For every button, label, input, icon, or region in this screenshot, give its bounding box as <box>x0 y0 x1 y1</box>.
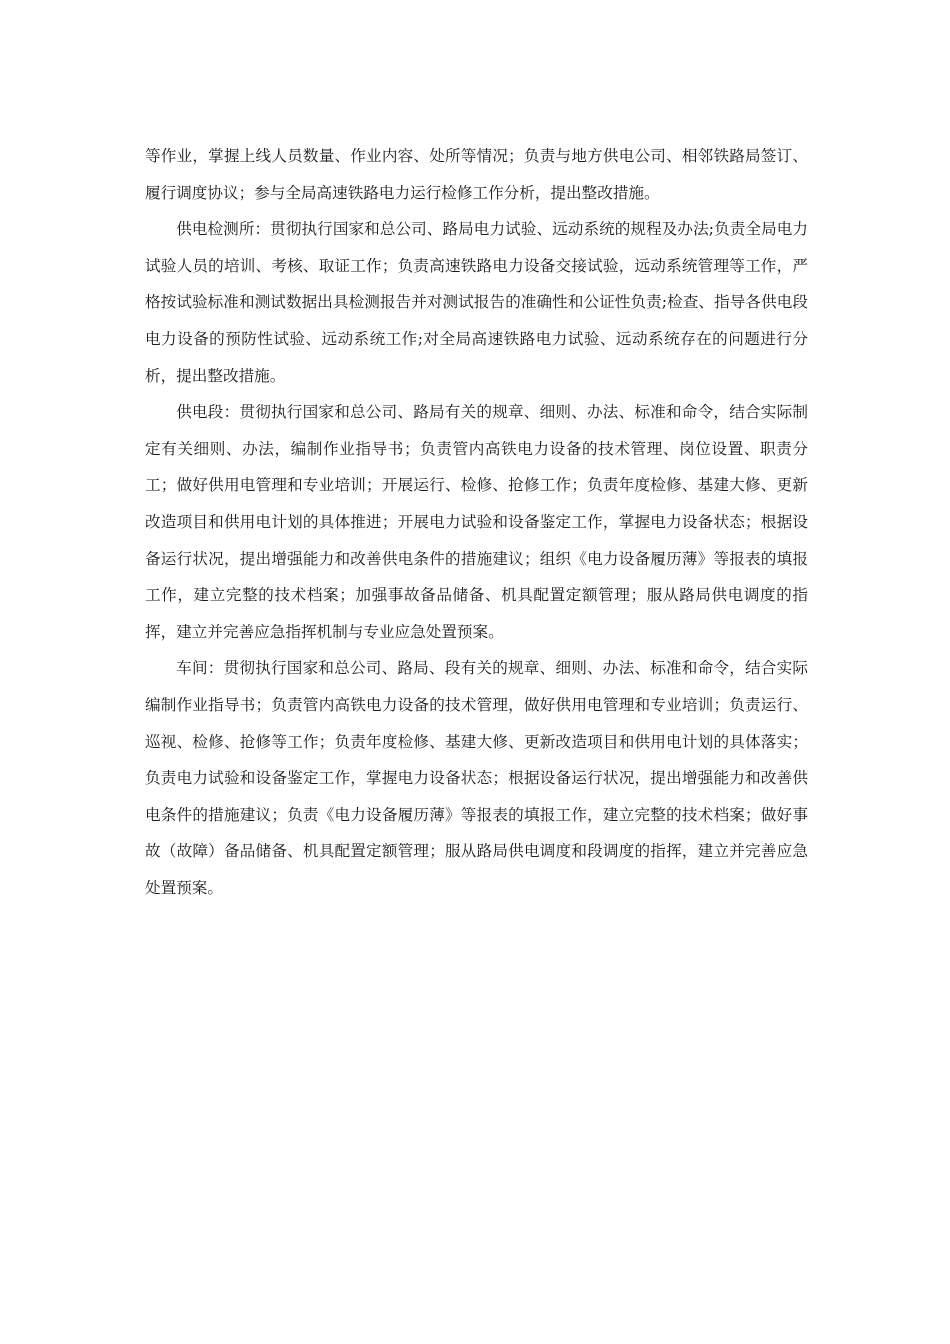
paragraph-power-supply-section: 供电段：贯彻执行国家和总公司、路局有关的规章、细则、办法、标准和命令，结合实际制定有关细则、办法，编制作业指导书；负责管内高铁电力设备的技术管理、岗位设置、职责分工；做好供用电管理和专业培训；开展运行、检修、抢修工作；负责年度检修、基建大修、更新改造项目和供用电计划的具体推进；开展电力试验和设备鉴定工作，掌握电力设备状态；根据设备运行状况，提出增强能力和改善供电条件的措施建议；组织《电力设备履历薄》等报表的填报工作，建立完整的技术档案；加强事故备品储备、机具配置定额管理；服从路局供电调度的指挥，建立并完善应急指挥机制与专业应急处置预案。 <box>145 403 808 641</box>
paragraph-continuation: 等作业，掌握上线人员数量、作业内容、处所等情况；负责与地方供电公司、相邻铁路局签订、履行调度协议；参与全局高速铁路电力运行检修工作分析，提出整改措施。 <box>145 147 808 202</box>
document-body <box>145 138 808 906</box>
paragraph-workshop: 车间：贯彻执行国家和总公司、路局、段有关的规章、细则、办法、标准和命令，结合实际编制作业指导书；负责管内高铁电力设备的技术管理，做好供用电管理和专业培训；负责运行、巡视、检修、抢修等工作；负责年度检修、基建大修、更新改造项目和供用电计划的具体落实；负责电力试验和设备鉴定工作，掌握电力设备状态；根据设备运行状况，提出增强能力和改善供电条件的措施建议；负责《电力设备履历薄》等报表的填报工作，建立完整的技术档案；做好事故（故障）备品储备、机具配置定额管理；服从路局供电调度和段调度的指挥，建立并完善应急处置预案。 <box>145 659 808 897</box>
paragraph-power-testing-institute: 供电检测所：贯彻执行国家和总公司、路局电力试验、远动系统的规程及办法;负责全局电力试验人员的培训、考核、取证工作；负责高速铁路电力设备交接试验，远动系统管理等工作，严格按试验标准和测试数据出具检测报告并对测试报告的准确性和公证性负责;检查、指导各供电段电力设备的预防性试验、远动系统工作;对全局高速铁路电力试验、远动系统存在的问题进行分析，提出整改措施。 <box>145 220 808 385</box>
